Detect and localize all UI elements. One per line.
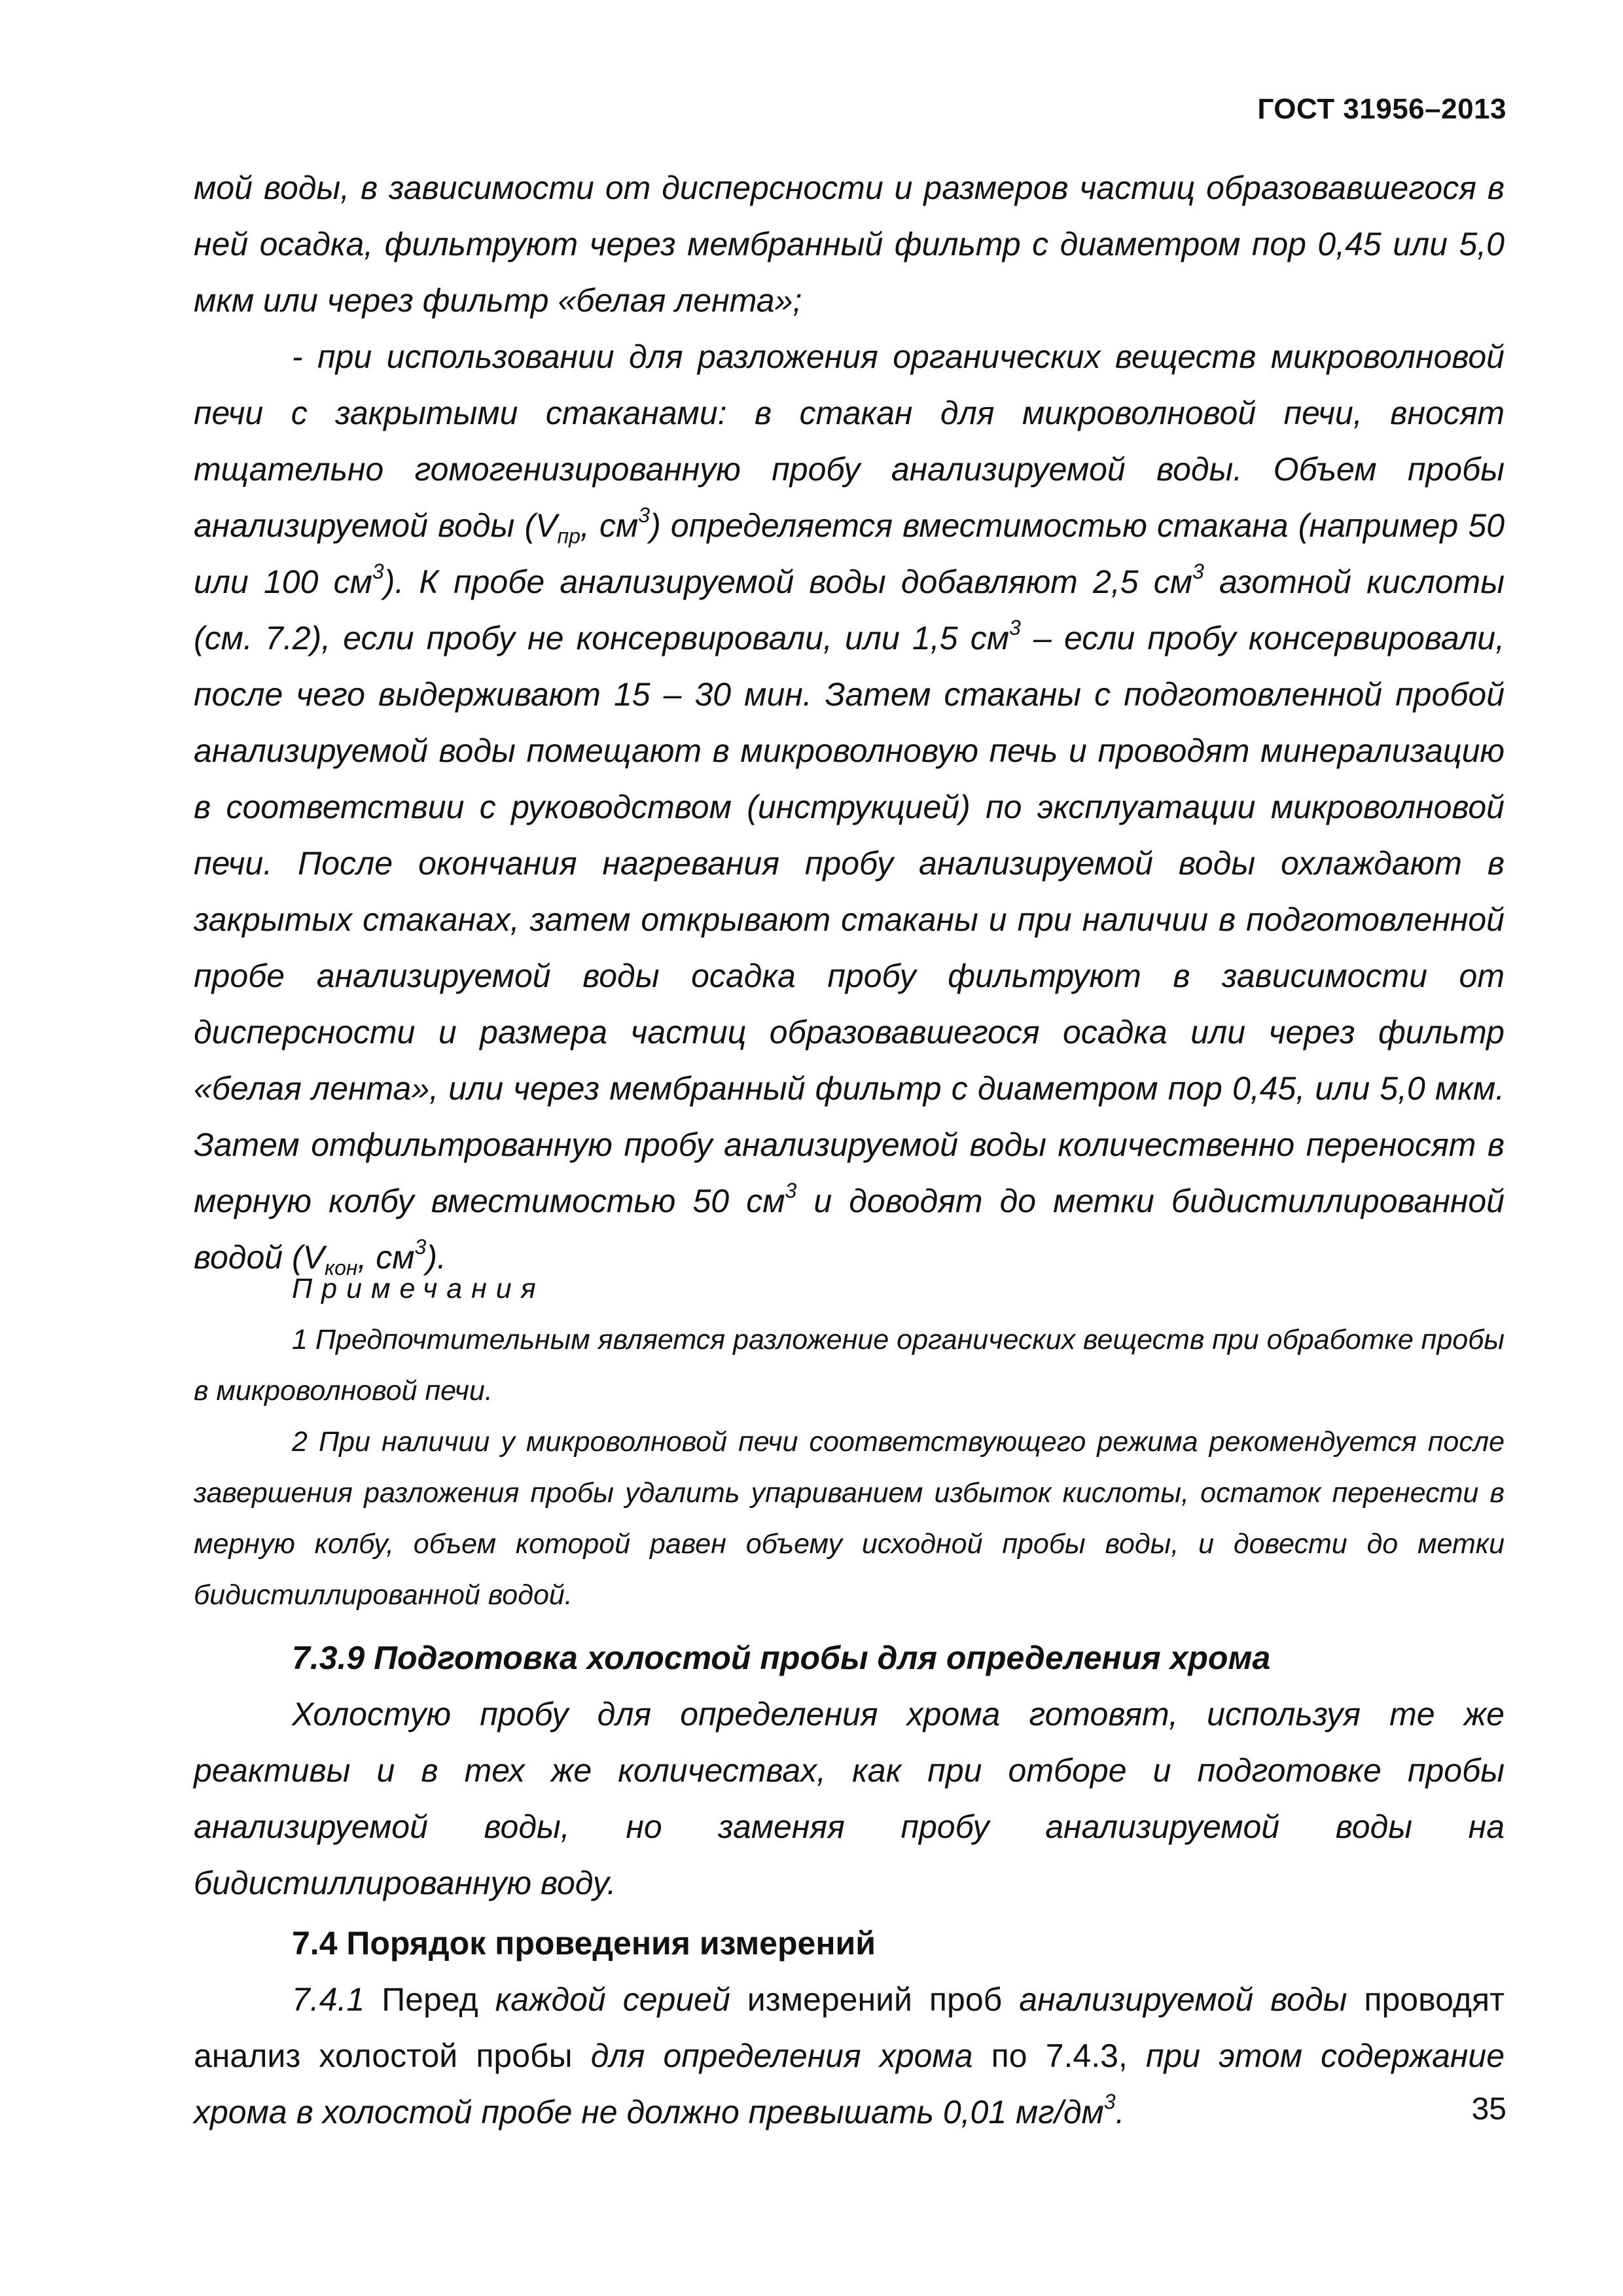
superscript: 3	[1008, 616, 1021, 639]
notes-title: Примечания	[292, 1273, 545, 1304]
text-run: по 7.4.3,	[972, 2037, 1146, 2074]
text-run: ).	[426, 1239, 446, 1276]
superscript: 3	[1192, 560, 1204, 583]
section-7-4-1-paragraph	[194, 1971, 1505, 2140]
text-run: Перед	[365, 1981, 495, 2018]
superscript: 3	[638, 503, 651, 527]
microwave-digestion-paragraph	[194, 329, 1505, 1285]
text-run: проводят анализ холостой пробы	[194, 1981, 1505, 2074]
text-run: – если пробу консервировали, после чего выдерживают 15 – 30 мин. Затем стаканы с подготовленной пробой анализируемой воды помещают в микроволновую печь и проводят минерализацию в соответствии с руководством (инструкцией) по эксплуатации микроволновой печи. После окончания нагревания пробу анализируемой воды охлаждают в закрытых стаканах, затем открывают стаканы и при наличии в подготовленной пробе анализируемой воды осадка пробу фильтруют в зависимости от дисперсности и размера частиц образовавшегося осадка или через фильтр «белая лента», или через мембранный фильтр с диаметром пор 0,45, или 5,0 мкм. Затем отфильтрованную пробу анализируемой воды количественно переносят в мерную колбу вместимостью 50 см	[194, 620, 1505, 1219]
superscript: 3	[1103, 2090, 1116, 2113]
text-run: , см	[357, 1239, 415, 1276]
superscript: 3	[414, 1235, 427, 1259]
main-text-block	[194, 160, 1505, 1285]
text-run: .	[1115, 2094, 1125, 2130]
section-7-4-heading: 7.4 Порядок проведения измерений	[292, 1925, 876, 1962]
note-2: 2 При наличии у микроволновой печи соответствующего режима рекомендуется после завершения разложения пробы удалить упариванием избыток кислоты, остаток перенести в мерную колбу, объем которой равен объему исходной пробы воды, и довести до метки бидистиллированной водой.	[194, 1426, 1505, 1611]
text-run: анализируемой воды	[1019, 1981, 1347, 2018]
text-run: и доводят до метки бидистиллированной водой (V	[194, 1183, 1505, 1276]
superscript: 3	[372, 560, 384, 583]
text-run: при этом содержание хрома в холостой пробе не должно превышать 0,01 мг/дм	[194, 2037, 1505, 2130]
text-run: для определения хрома	[590, 2037, 973, 2074]
text-run: - при использовании для разложения органических веществ микроволновой печи с закрытыми стаканами: в стакан для микроволновой печи, вносят тщательно гомогенизированную пробу анализируемой воды. Объем пробы анализируемой воды (V	[194, 338, 1505, 544]
section-7-3-9-heading: 7.3.9 Подготовка холостой пробы для определения хрома	[292, 1640, 1271, 1676]
note-1: 1 Предпочтительным является разложение органических веществ при обработке пробы в микроволновой печи.	[194, 1324, 1505, 1407]
text-run: , см	[580, 507, 639, 544]
text-run: ). К пробе анализируемой воды добавляют 2,5 см	[383, 564, 1192, 600]
text-run: каждой серией	[495, 1981, 730, 2018]
section-7-3-9-text: Холостую пробу для определения хрома готовят, используя те же реактивы и в тех же количествах, как при отборе и подготовке пробы анализируемой воды, но заменяя пробу анализируемой воды на бидистиллированную воду.	[194, 1696, 1505, 1901]
text-run: азотной кислоты (см. 7.2), если пробу не консервировали, или 1,5 см	[194, 564, 1505, 656]
superscript: 3	[785, 1179, 797, 1202]
subscript: кон	[324, 1256, 358, 1280]
page-number: 35	[1471, 2092, 1507, 2126]
notes-block	[194, 1263, 1505, 1621]
subscript: пр	[557, 524, 580, 548]
clause-number: 7.4.1	[292, 1981, 365, 2018]
sections-block	[194, 1630, 1505, 2140]
text-run: измерений проб	[730, 1981, 1020, 2018]
text-run: ) определяется вместимостью стакана (например 50 или 100 см	[194, 507, 1505, 600]
document-code-header: ГОСТ 31956–2013	[1257, 93, 1507, 125]
paragraph-continuation: мой воды, в зависимости от дисперсности и размеров частиц образовавшегося в ней осадка, фильтруют через мембранный фильтр с диаметром пор 0,45 или 5,0 мкм или через фильтр «белая лента»;	[194, 170, 1505, 319]
